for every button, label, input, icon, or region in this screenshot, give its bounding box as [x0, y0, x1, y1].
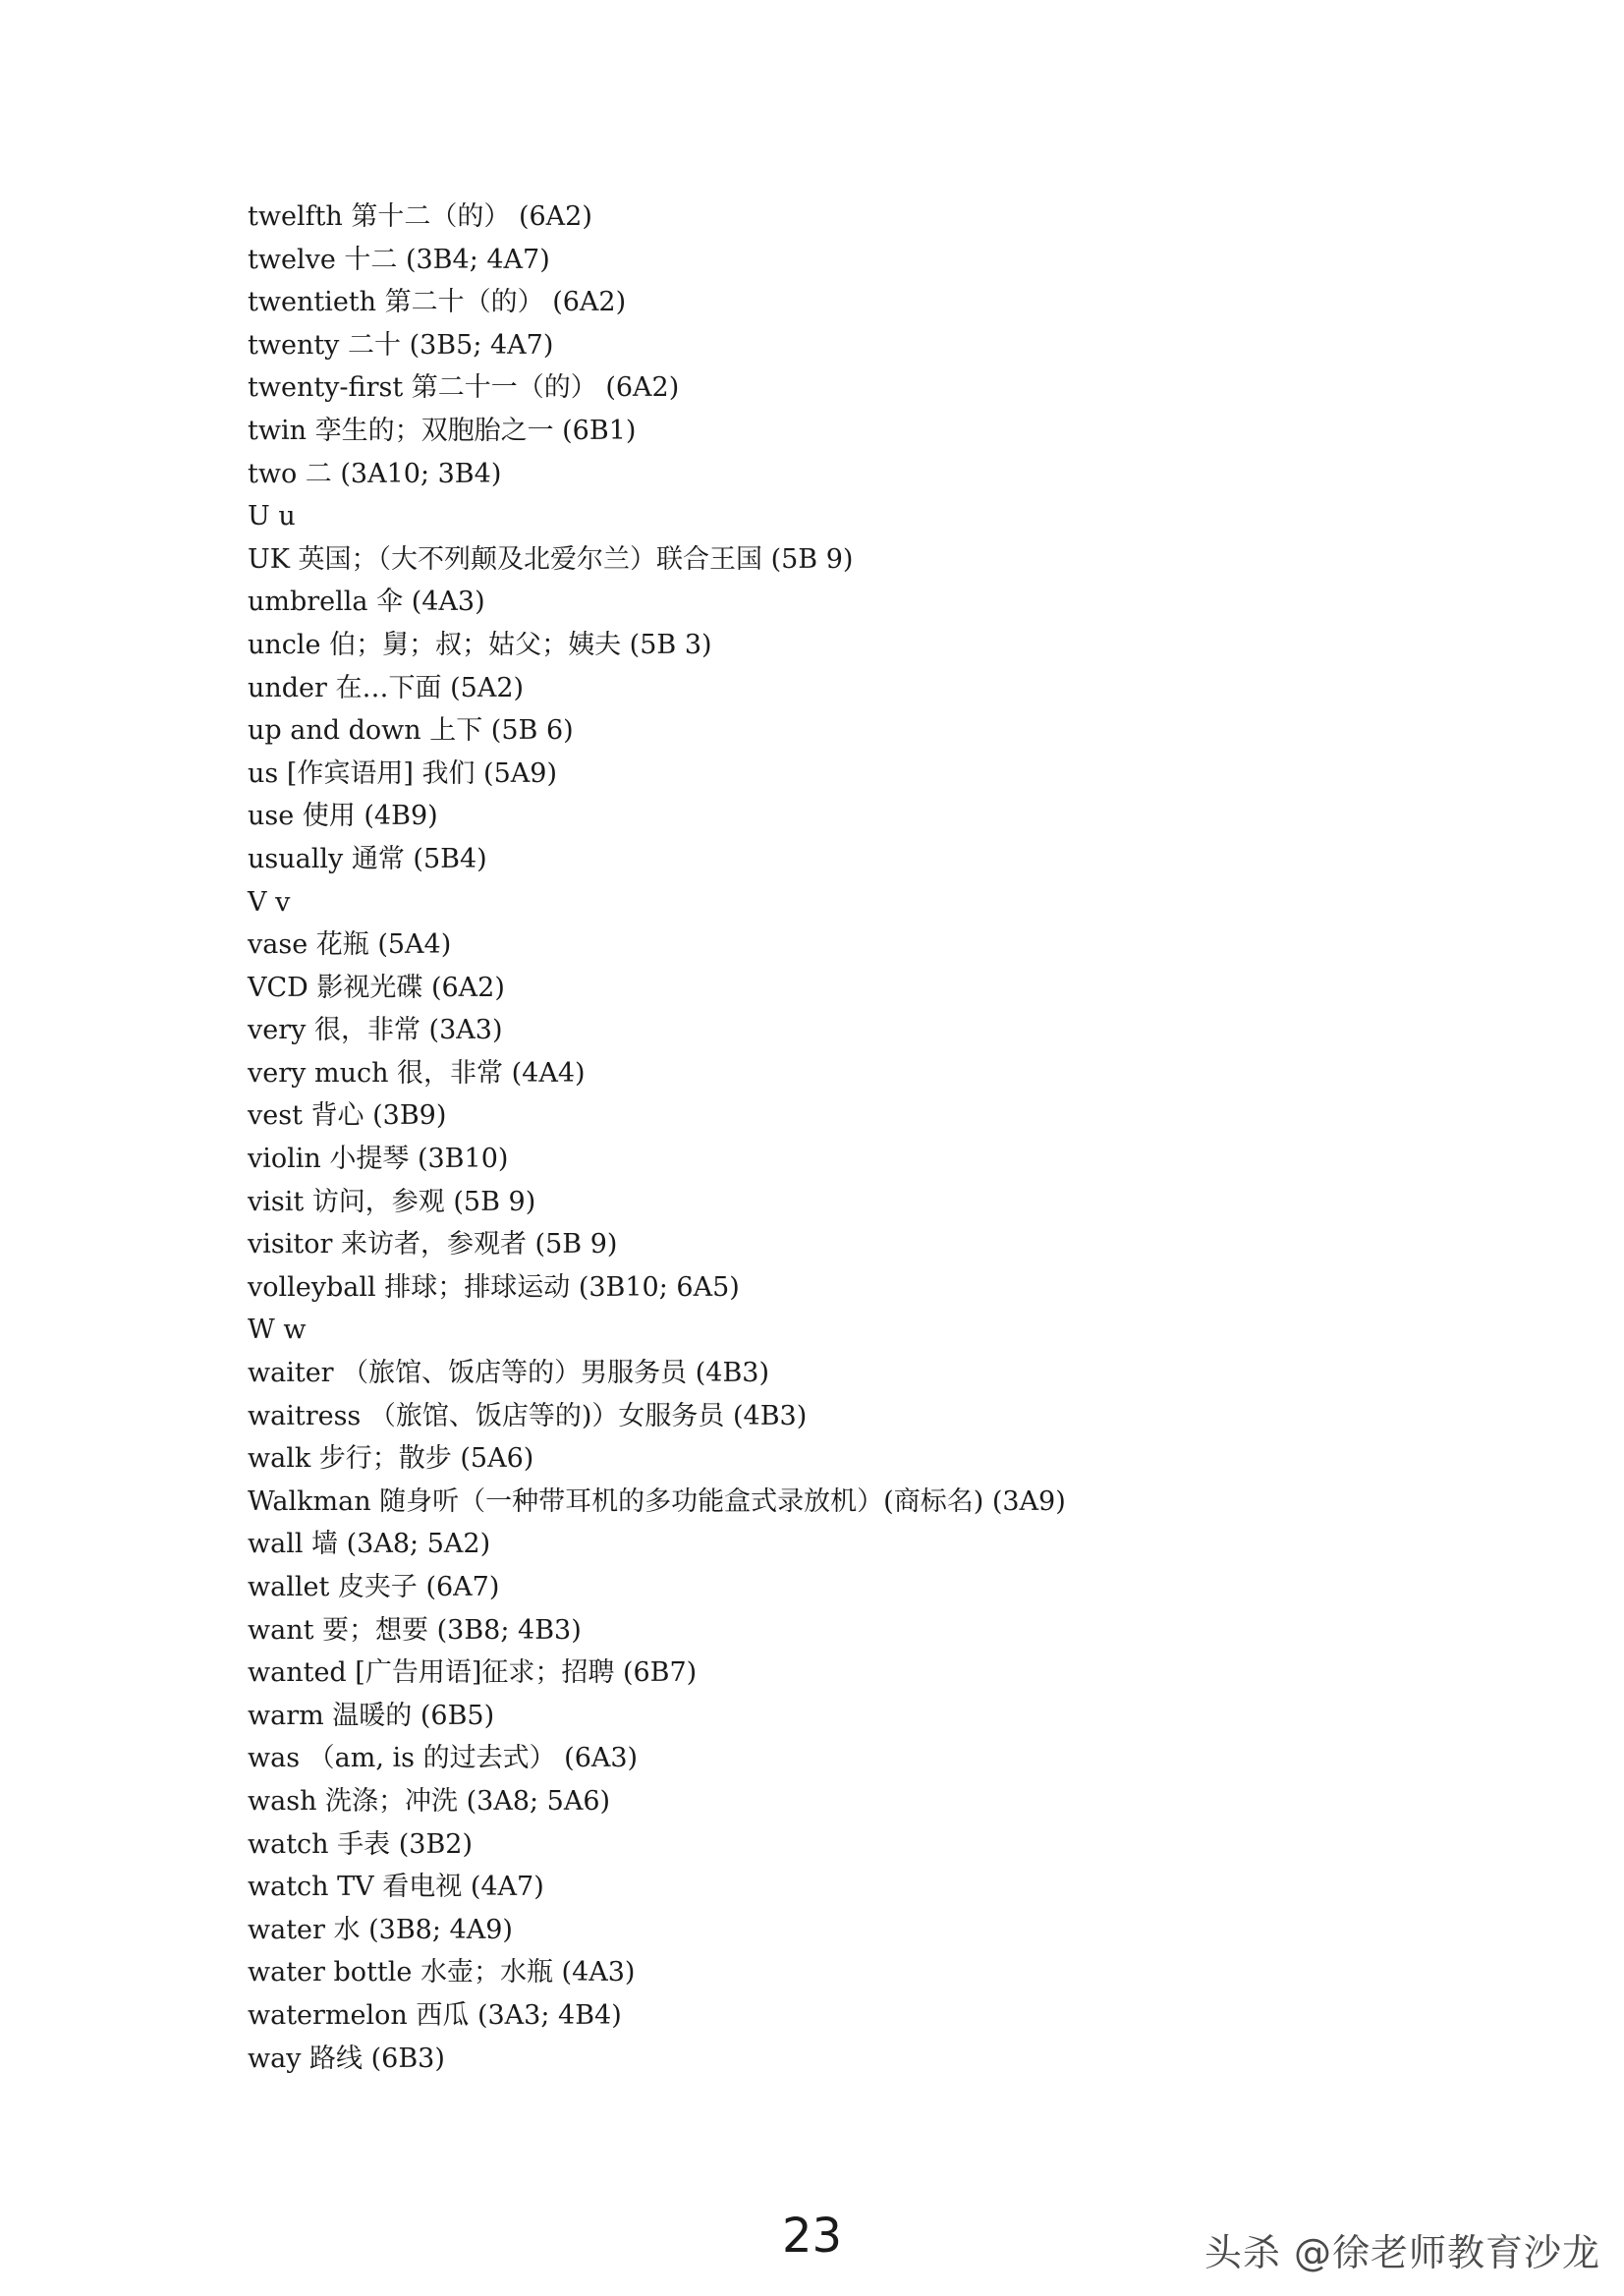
vocab-entry: twelfth 第十二（的） (6A2) [248, 201, 592, 232]
vocab-entry: wall 墙 (3A8; 5A2) [248, 1529, 491, 1560]
vocab-entry: vest 背心 (3B9) [248, 1100, 447, 1132]
vocab-entry: visitor 来访者，参观者 (5B 9) [248, 1229, 618, 1260]
vocab-entry: Walkman 随身听（一种带耳机的多功能盒式录放机）(商标名) (3A9) [248, 1485, 1066, 1517]
vocab-entry: walk 步行；散步 (5A6) [248, 1443, 534, 1475]
vocab-entry: use 使用 (4B9) [248, 801, 438, 832]
vocab-entry: watch 手表 (3B2) [248, 1828, 473, 1860]
vocab-entry: very 很，非常 (3A3) [248, 1015, 503, 1046]
vocab-entry: water bottle 水壶；水瓶 (4A3) [248, 1957, 636, 1988]
vocab-entry: volleyball 排球；排球运动 (3B10; 6A5) [248, 1271, 740, 1303]
vocab-entry: umbrella 伞 (4A3) [248, 587, 485, 618]
vocab-entry: up and down 上下 (5B 6) [248, 715, 574, 747]
section-letter-heading: U u [248, 501, 296, 532]
vocab-entry: warm 温暖的 (6B5) [248, 1700, 495, 1731]
vocab-entry: UK 英国；（大不列颠及北爱尔兰）联合王国 (5B 9) [248, 543, 854, 575]
vocab-entry: water 水 (3B8; 4A9) [248, 1914, 513, 1945]
vocab-entry: usually 通常 (5B4) [248, 843, 487, 874]
vocab-entry: want 要；想要 (3B8; 4B3) [248, 1614, 582, 1646]
vocab-entry: twentieth 第二十（的） (6A2) [248, 287, 627, 318]
vocab-entry: wallet 皮夹子 (6A7) [248, 1572, 500, 1602]
vocab-entry: uncle 伯；舅；叔；姑父；姨夫 (5B 3) [248, 629, 712, 660]
vocab-entry: twenty-first 第二十一（的） (6A2) [248, 372, 680, 404]
vocab-entry: was （am, is 的过去式） (6A3) [248, 1743, 639, 1774]
vocab-entry: twenty 二十 (3B5; 4A7) [248, 329, 554, 361]
vocab-entry: way 路线 (6B3) [248, 2043, 445, 2074]
vocab-entry: under 在…下面 (5A2) [248, 672, 525, 703]
vocab-entry: twelve 十二 (3B4; 4A7) [248, 244, 550, 275]
vocabulary-list [248, 196, 1525, 2080]
vocab-entry: very much 很，非常 (4A4) [248, 1057, 586, 1089]
vocab-entry: vase 花瓶 (5A4) [248, 929, 452, 961]
vocab-entry: two 二 (3A10; 3B4) [248, 458, 502, 489]
watermark-text: 头杀 @徐老师教育沙龙 [1204, 2231, 1600, 2274]
page-number: 23 [781, 2209, 843, 2264]
vocab-entry: watch TV 看电视 (4A7) [248, 1872, 544, 1903]
vocab-entry: wanted [广告用语]征求；招聘 (6B7) [248, 1657, 698, 1689]
vocab-entry: visit 访问，参观 (5B 9) [248, 1186, 536, 1217]
vocab-entry: violin 小提琴 (3B10) [248, 1144, 509, 1175]
vocab-entry: watermelon 西瓜 (3A3; 4B4) [248, 1999, 622, 2031]
section-letter-heading: V v [248, 886, 291, 918]
vocab-entry: waitress （旅馆、饭店等的)）女服务员 (4B3) [248, 1400, 808, 1431]
vocab-entry: wash 洗涤；冲洗 (3A8; 5A6) [248, 1785, 611, 1817]
vocab-entry: us [作宾语用] 我们 (5A9) [248, 757, 557, 789]
vocab-entry: twin 孪生的；双胞胎之一 (6B1) [248, 415, 637, 446]
section-letter-heading: W w [248, 1315, 307, 1346]
vocab-entry: waiter （旅馆、饭店等的）男服务员 (4B3) [248, 1358, 770, 1389]
vocab-entry: VCD 影视光碟 (6A2) [248, 972, 505, 1003]
